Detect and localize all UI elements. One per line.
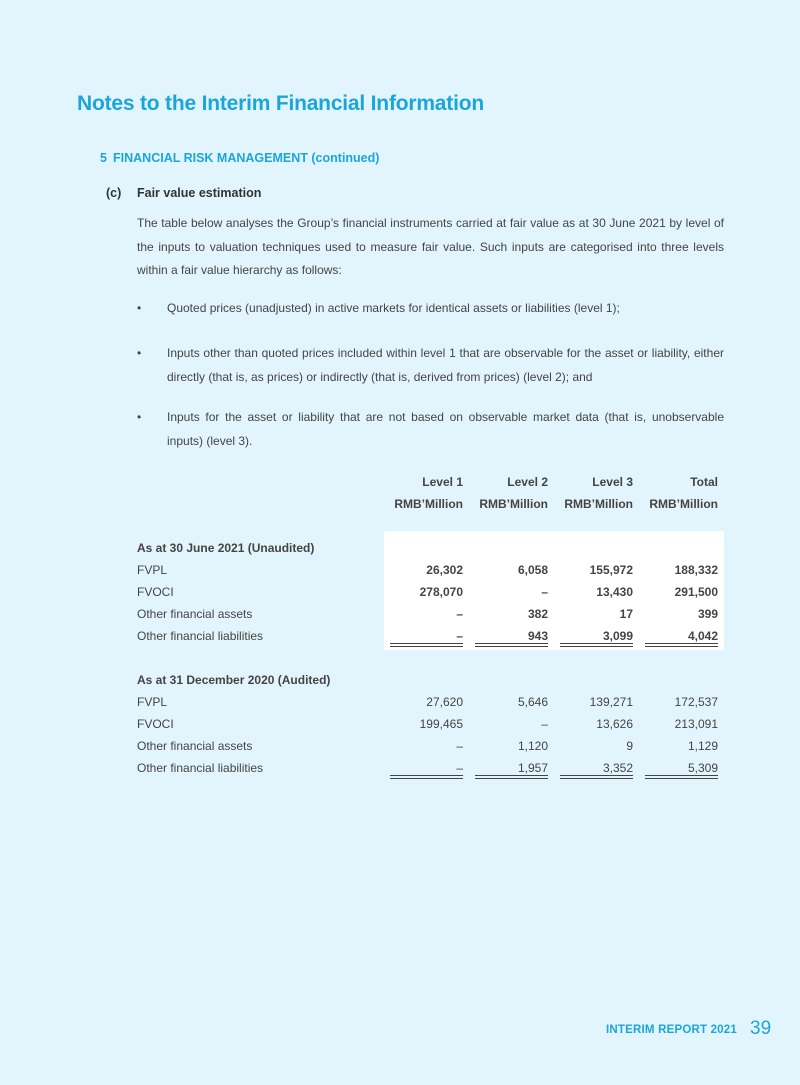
bullet-text: Quoted prices (unadjusted) in active markets for identical assets or liabilities (level 1); bbox=[167, 301, 620, 315]
cell-value: 13,430 bbox=[596, 585, 633, 599]
table-row bbox=[137, 757, 724, 779]
cell-value: – bbox=[541, 717, 548, 731]
cell-value: 3,099 bbox=[554, 625, 639, 647]
row-label: FVPL bbox=[137, 695, 168, 709]
cell-value: – bbox=[384, 625, 469, 647]
cell-value: 27,620 bbox=[426, 695, 463, 709]
table-row bbox=[137, 559, 724, 581]
row-label: Other financial liabilities bbox=[137, 629, 264, 643]
table-units-row bbox=[137, 493, 724, 515]
cell-value: – bbox=[541, 585, 548, 599]
table-row bbox=[137, 625, 724, 647]
section-number: 5 bbox=[100, 151, 107, 165]
subsection-heading bbox=[106, 186, 261, 200]
row-label: FVOCI bbox=[137, 585, 174, 599]
spacer-row bbox=[137, 515, 724, 537]
cell-value: 943 bbox=[469, 625, 554, 647]
fair-value-table bbox=[137, 471, 724, 779]
unit-label: RMB’Million bbox=[479, 497, 548, 511]
table-row bbox=[137, 713, 724, 735]
table-row bbox=[137, 581, 724, 603]
bullet-text: Inputs for the asset or liability that are not based on observable market data (that is, unobservable inputs) (level 3). bbox=[167, 410, 724, 448]
row-label: Other financial assets bbox=[137, 739, 253, 753]
cell-value: 155,972 bbox=[589, 563, 633, 577]
table-header-row bbox=[137, 471, 724, 493]
section-heading bbox=[77, 151, 379, 165]
group-title: As at 30 June 2021 (Unaudited) bbox=[137, 541, 315, 555]
row-label: FVPL bbox=[137, 563, 168, 577]
row-label: Other financial liabilities bbox=[137, 761, 264, 775]
group-heading-row bbox=[137, 537, 724, 559]
row-label: Other financial assets bbox=[137, 607, 253, 621]
row-label: FVOCI bbox=[137, 717, 174, 731]
cell-value: 1,120 bbox=[517, 739, 548, 753]
cell-value: 139,271 bbox=[589, 695, 633, 709]
cell-value: – bbox=[456, 739, 463, 753]
cell-value: 382 bbox=[527, 607, 548, 621]
cell-value: 1,129 bbox=[687, 739, 718, 753]
bullet-dot-icon: • bbox=[137, 346, 142, 360]
cell-value: 399 bbox=[697, 607, 718, 621]
subsection-title: Fair value estimation bbox=[137, 186, 262, 200]
cell-value: 1,957 bbox=[469, 757, 554, 779]
cell-value: 5,309 bbox=[639, 757, 724, 779]
section-suffix: (continued) bbox=[311, 151, 380, 165]
table-row bbox=[137, 735, 724, 757]
spacer-row bbox=[137, 647, 724, 669]
cell-value: 6,058 bbox=[517, 563, 548, 577]
table-row bbox=[137, 603, 724, 625]
cell-value: – bbox=[456, 607, 463, 621]
bullet-text: Inputs other than quoted prices included within level 1 that are observable for the asset or liability, either directly (that is, as prices) or indirectly (that is, derived from prices) (level 2); and bbox=[167, 346, 724, 384]
header-total: Total bbox=[690, 475, 718, 489]
cell-value: 3,352 bbox=[554, 757, 639, 779]
group-heading-row bbox=[137, 669, 724, 691]
cell-value: 17 bbox=[619, 607, 633, 621]
bullet-dot-icon: • bbox=[137, 410, 142, 424]
cell-value: 13,626 bbox=[596, 717, 633, 731]
page-title: Notes to the Interim Financial Information bbox=[77, 92, 484, 115]
bullet-item bbox=[137, 406, 724, 453]
header-level-1: Level 1 bbox=[422, 475, 463, 489]
cell-value: – bbox=[384, 757, 469, 779]
footer-report-name: INTERIM REPORT 2021 bbox=[606, 1024, 737, 1036]
cell-value: 291,500 bbox=[674, 585, 718, 599]
intro-paragraph: The table below analyses the Group’s financial instruments carried at fair value as at 30 June 2021 by level of the inputs to valuation techniques used to measure fair value. Such inputs are categorised into three levels within a fair value hierarchy as follows: bbox=[137, 216, 724, 277]
cell-value: 278,070 bbox=[419, 585, 463, 599]
cell-value: 9 bbox=[626, 739, 633, 753]
cell-value: 188,332 bbox=[674, 563, 718, 577]
cell-value: 26,302 bbox=[426, 563, 463, 577]
cell-value: 199,465 bbox=[419, 717, 463, 731]
header-blank bbox=[137, 471, 384, 493]
header-level-3: Level 3 bbox=[592, 475, 633, 489]
section-title: FINANCIAL RISK MANAGEMENT bbox=[113, 151, 308, 165]
cell-value: 5,646 bbox=[517, 695, 548, 709]
units-blank bbox=[137, 493, 384, 515]
bullet-item bbox=[137, 297, 724, 321]
subsection-label: (c) bbox=[106, 186, 122, 200]
cell-value: 172,537 bbox=[674, 695, 718, 709]
group-title: As at 31 December 2020 (Audited) bbox=[137, 673, 331, 687]
header-level-2: Level 2 bbox=[507, 475, 548, 489]
unit-label: RMB’Million bbox=[564, 497, 633, 511]
bullet-dot-icon: • bbox=[137, 301, 142, 315]
cell-value: 4,042 bbox=[639, 625, 724, 647]
unit-label: RMB’Million bbox=[394, 497, 463, 511]
page-number: 39 bbox=[750, 1018, 772, 1039]
table-row bbox=[137, 691, 724, 713]
unit-label: RMB’Million bbox=[649, 497, 718, 511]
cell-value: 213,091 bbox=[674, 717, 718, 731]
bullet-item bbox=[137, 342, 724, 389]
